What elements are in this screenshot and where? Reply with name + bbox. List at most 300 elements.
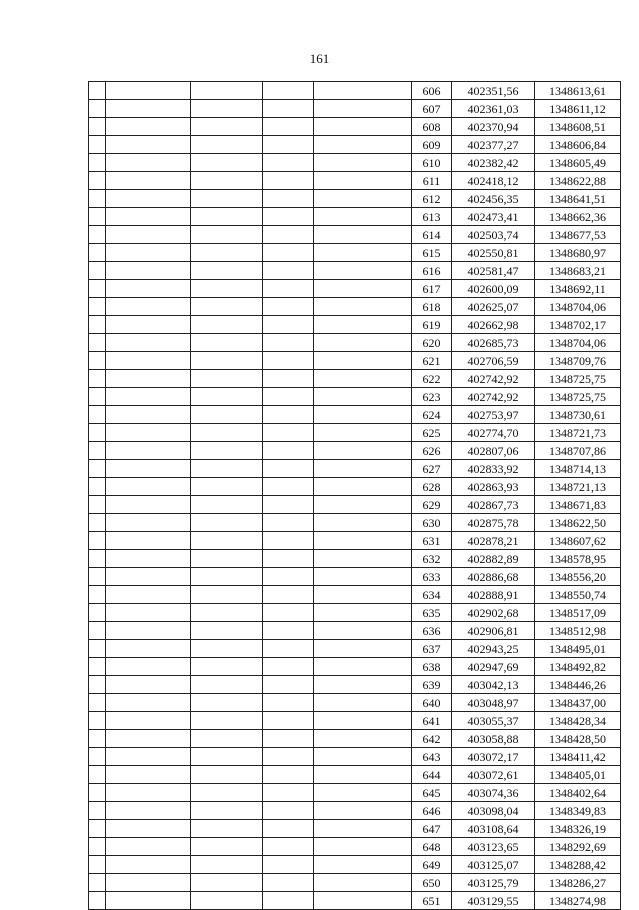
point-number-cell: 613 <box>412 208 452 226</box>
empty-cell <box>89 388 106 406</box>
table-row <box>89 460 621 478</box>
x-coordinate-cell: 402473,41 <box>452 208 535 226</box>
page-number: 161 <box>309 51 330 66</box>
empty-cell <box>89 766 106 784</box>
y-coordinate-cell: 1348725,75 <box>535 370 621 388</box>
y-coordinate-cell: 1348556,20 <box>535 568 621 586</box>
point-number-cell: 648 <box>412 838 452 856</box>
y-coordinate-cell: 1348492,82 <box>535 658 621 676</box>
empty-cell <box>314 334 412 352</box>
empty-cell <box>263 226 314 244</box>
table-row <box>89 208 621 226</box>
point-number-cell: 635 <box>412 604 452 622</box>
x-coordinate-cell: 402906,81 <box>452 622 535 640</box>
empty-cell <box>263 766 314 784</box>
table-row <box>89 874 621 892</box>
table-row <box>89 820 621 838</box>
empty-cell <box>89 640 106 658</box>
empty-cell <box>191 640 263 658</box>
empty-cell <box>314 550 412 568</box>
y-coordinate-cell: 1348671,83 <box>535 496 621 514</box>
empty-cell <box>106 388 191 406</box>
empty-cell <box>191 874 263 892</box>
x-coordinate-cell: 403074,36 <box>452 784 535 802</box>
empty-cell <box>314 190 412 208</box>
point-number-cell: 640 <box>412 694 452 712</box>
table-row <box>89 748 621 766</box>
empty-cell <box>191 658 263 676</box>
empty-cell <box>263 334 314 352</box>
y-coordinate-cell: 1348607,62 <box>535 532 621 550</box>
empty-cell <box>314 208 412 226</box>
empty-cell <box>263 874 314 892</box>
empty-cell <box>314 478 412 496</box>
empty-cell <box>314 784 412 802</box>
empty-cell <box>314 802 412 820</box>
empty-cell <box>89 154 106 172</box>
empty-cell <box>89 676 106 694</box>
point-number-cell: 628 <box>412 478 452 496</box>
empty-cell <box>314 136 412 154</box>
y-coordinate-cell: 1348578,95 <box>535 550 621 568</box>
empty-cell <box>106 604 191 622</box>
x-coordinate-cell: 402882,89 <box>452 550 535 568</box>
empty-cell <box>191 550 263 568</box>
empty-cell <box>106 550 191 568</box>
y-coordinate-cell: 1348326,19 <box>535 820 621 838</box>
empty-cell <box>106 694 191 712</box>
empty-cell <box>89 478 106 496</box>
empty-cell <box>106 244 191 262</box>
empty-cell <box>263 640 314 658</box>
x-coordinate-cell: 403108,64 <box>452 820 535 838</box>
y-coordinate-cell: 1348286,27 <box>535 874 621 892</box>
x-coordinate-cell: 402886,68 <box>452 568 535 586</box>
empty-cell <box>89 838 106 856</box>
empty-cell <box>89 568 106 586</box>
y-coordinate-cell: 1348274,98 <box>535 892 621 910</box>
empty-cell <box>263 676 314 694</box>
empty-cell <box>263 316 314 334</box>
empty-cell <box>314 100 412 118</box>
empty-cell <box>314 820 412 838</box>
empty-cell <box>89 352 106 370</box>
empty-cell <box>191 766 263 784</box>
empty-cell <box>106 442 191 460</box>
empty-cell <box>89 694 106 712</box>
table-row <box>89 604 621 622</box>
empty-cell <box>191 820 263 838</box>
x-coordinate-cell: 403042,13 <box>452 676 535 694</box>
empty-cell <box>263 280 314 298</box>
point-number-cell: 617 <box>412 280 452 298</box>
empty-cell <box>191 82 263 100</box>
empty-cell <box>263 658 314 676</box>
empty-cell <box>263 892 314 910</box>
empty-cell <box>106 532 191 550</box>
empty-cell <box>314 154 412 172</box>
empty-cell <box>89 208 106 226</box>
x-coordinate-cell: 402875,78 <box>452 514 535 532</box>
table-row <box>89 730 621 748</box>
x-coordinate-cell: 402943,25 <box>452 640 535 658</box>
empty-cell <box>89 892 106 910</box>
coordinates-table-body <box>89 82 621 910</box>
coordinates-table <box>88 81 621 910</box>
empty-cell <box>263 82 314 100</box>
y-coordinate-cell: 1348402,64 <box>535 784 621 802</box>
empty-cell <box>89 802 106 820</box>
x-coordinate-cell: 403072,61 <box>452 766 535 784</box>
y-coordinate-cell: 1348550,74 <box>535 586 621 604</box>
empty-cell <box>89 442 106 460</box>
empty-cell <box>89 532 106 550</box>
point-number-cell: 644 <box>412 766 452 784</box>
empty-cell <box>106 406 191 424</box>
empty-cell <box>263 532 314 550</box>
empty-cell <box>106 622 191 640</box>
point-number-cell: 650 <box>412 874 452 892</box>
x-coordinate-cell: 403058,88 <box>452 730 535 748</box>
y-coordinate-cell: 1348692,11 <box>535 280 621 298</box>
table-row <box>89 676 621 694</box>
y-coordinate-cell: 1348349,83 <box>535 802 621 820</box>
empty-cell <box>314 892 412 910</box>
point-number-cell: 621 <box>412 352 452 370</box>
empty-cell <box>191 208 263 226</box>
empty-cell <box>191 712 263 730</box>
empty-cell <box>106 820 191 838</box>
table-row <box>89 784 621 802</box>
y-coordinate-cell: 1348437,00 <box>535 694 621 712</box>
empty-cell <box>106 280 191 298</box>
empty-cell <box>89 172 106 190</box>
empty-cell <box>263 190 314 208</box>
empty-cell <box>106 172 191 190</box>
table-row <box>89 838 621 856</box>
x-coordinate-cell: 402382,42 <box>452 154 535 172</box>
empty-cell <box>106 478 191 496</box>
x-coordinate-cell: 402625,07 <box>452 298 535 316</box>
empty-cell <box>263 730 314 748</box>
point-number-cell: 624 <box>412 406 452 424</box>
empty-cell <box>263 838 314 856</box>
empty-cell <box>263 748 314 766</box>
empty-cell <box>89 820 106 838</box>
table-row <box>89 514 621 532</box>
empty-cell <box>314 262 412 280</box>
empty-cell <box>263 118 314 136</box>
y-coordinate-cell: 1348495,01 <box>535 640 621 658</box>
empty-cell <box>106 370 191 388</box>
empty-cell <box>106 136 191 154</box>
empty-cell <box>106 676 191 694</box>
x-coordinate-cell: 402807,06 <box>452 442 535 460</box>
point-number-cell: 629 <box>412 496 452 514</box>
empty-cell <box>263 514 314 532</box>
table-row <box>89 694 621 712</box>
empty-cell <box>263 136 314 154</box>
point-number-cell: 619 <box>412 316 452 334</box>
empty-cell <box>263 712 314 730</box>
empty-cell <box>191 622 263 640</box>
table-row <box>89 856 621 874</box>
empty-cell <box>106 712 191 730</box>
empty-cell <box>89 334 106 352</box>
empty-cell <box>191 406 263 424</box>
empty-cell <box>314 244 412 262</box>
y-coordinate-cell: 1348721,13 <box>535 478 621 496</box>
empty-cell <box>106 100 191 118</box>
empty-cell <box>263 370 314 388</box>
empty-cell <box>106 208 191 226</box>
table-row <box>89 352 621 370</box>
empty-cell <box>191 154 263 172</box>
empty-cell <box>314 82 412 100</box>
empty-cell <box>89 226 106 244</box>
table-row <box>89 118 621 136</box>
point-number-cell: 638 <box>412 658 452 676</box>
empty-cell <box>191 370 263 388</box>
table-row <box>89 802 621 820</box>
empty-cell <box>314 298 412 316</box>
empty-cell <box>89 136 106 154</box>
empty-cell <box>106 460 191 478</box>
point-number-cell: 639 <box>412 676 452 694</box>
y-coordinate-cell: 1348411,42 <box>535 748 621 766</box>
empty-cell <box>314 406 412 424</box>
empty-cell <box>263 352 314 370</box>
table-row <box>89 172 621 190</box>
point-number-cell: 609 <box>412 136 452 154</box>
empty-cell <box>263 424 314 442</box>
empty-cell <box>263 550 314 568</box>
empty-cell <box>314 640 412 658</box>
table-row <box>89 388 621 406</box>
point-number-cell: 608 <box>412 118 452 136</box>
y-coordinate-cell: 1348292,69 <box>535 838 621 856</box>
x-coordinate-cell: 402503,74 <box>452 226 535 244</box>
empty-cell <box>314 532 412 550</box>
table-row <box>89 532 621 550</box>
y-coordinate-cell: 1348677,53 <box>535 226 621 244</box>
x-coordinate-cell: 403055,37 <box>452 712 535 730</box>
empty-cell <box>314 172 412 190</box>
table-row <box>89 892 621 910</box>
x-coordinate-cell: 402550,81 <box>452 244 535 262</box>
y-coordinate-cell: 1348704,06 <box>535 298 621 316</box>
empty-cell <box>89 100 106 118</box>
empty-cell <box>314 388 412 406</box>
empty-cell <box>106 568 191 586</box>
empty-cell <box>89 262 106 280</box>
y-coordinate-cell: 1348704,06 <box>535 334 621 352</box>
table-row <box>89 622 621 640</box>
point-number-cell: 649 <box>412 856 452 874</box>
point-number-cell: 630 <box>412 514 452 532</box>
empty-cell <box>263 442 314 460</box>
empty-cell <box>106 784 191 802</box>
empty-cell <box>191 136 263 154</box>
empty-cell <box>191 892 263 910</box>
empty-cell <box>191 118 263 136</box>
empty-cell <box>106 802 191 820</box>
x-coordinate-cell: 402418,12 <box>452 172 535 190</box>
table-row <box>89 658 621 676</box>
y-coordinate-cell: 1348288,42 <box>535 856 621 874</box>
empty-cell <box>106 190 191 208</box>
y-coordinate-cell: 1348641,51 <box>535 190 621 208</box>
empty-cell <box>106 298 191 316</box>
empty-cell <box>106 82 191 100</box>
empty-cell <box>191 226 263 244</box>
y-coordinate-cell: 1348428,34 <box>535 712 621 730</box>
point-number-cell: 646 <box>412 802 452 820</box>
table-row <box>89 280 621 298</box>
empty-cell <box>191 496 263 514</box>
table-row <box>89 136 621 154</box>
x-coordinate-cell: 403129,55 <box>452 892 535 910</box>
empty-cell <box>191 280 263 298</box>
y-coordinate-cell: 1348702,17 <box>535 316 621 334</box>
empty-cell <box>89 874 106 892</box>
x-coordinate-cell: 402662,98 <box>452 316 535 334</box>
x-coordinate-cell: 403125,79 <box>452 874 535 892</box>
table-row <box>89 496 621 514</box>
table-row <box>89 766 621 784</box>
empty-cell <box>263 208 314 226</box>
x-coordinate-cell: 403098,04 <box>452 802 535 820</box>
x-coordinate-cell: 403125,07 <box>452 856 535 874</box>
point-number-cell: 637 <box>412 640 452 658</box>
empty-cell <box>89 604 106 622</box>
empty-cell <box>106 118 191 136</box>
point-number-cell: 636 <box>412 622 452 640</box>
empty-cell <box>191 262 263 280</box>
empty-cell <box>106 586 191 604</box>
table-row <box>89 568 621 586</box>
empty-cell <box>89 712 106 730</box>
empty-cell <box>89 280 106 298</box>
empty-cell <box>89 622 106 640</box>
empty-cell <box>106 154 191 172</box>
x-coordinate-cell: 402600,09 <box>452 280 535 298</box>
point-number-cell: 610 <box>412 154 452 172</box>
x-coordinate-cell: 402878,21 <box>452 532 535 550</box>
empty-cell <box>263 694 314 712</box>
table-row <box>89 586 621 604</box>
empty-cell <box>314 568 412 586</box>
empty-cell <box>191 784 263 802</box>
point-number-cell: 625 <box>412 424 452 442</box>
table-row <box>89 316 621 334</box>
table-row <box>89 712 621 730</box>
y-coordinate-cell: 1348714,13 <box>535 460 621 478</box>
empty-cell <box>106 226 191 244</box>
empty-cell <box>106 316 191 334</box>
empty-cell <box>263 820 314 838</box>
x-coordinate-cell: 402370,94 <box>452 118 535 136</box>
empty-cell <box>263 388 314 406</box>
point-number-cell: 626 <box>412 442 452 460</box>
x-coordinate-cell: 402456,35 <box>452 190 535 208</box>
empty-cell <box>191 316 263 334</box>
point-number-cell: 612 <box>412 190 452 208</box>
empty-cell <box>89 550 106 568</box>
empty-cell <box>314 496 412 514</box>
y-coordinate-cell: 1348725,75 <box>535 388 621 406</box>
point-number-cell: 615 <box>412 244 452 262</box>
empty-cell <box>89 856 106 874</box>
point-number-cell: 641 <box>412 712 452 730</box>
table-row <box>89 262 621 280</box>
y-coordinate-cell: 1348662,36 <box>535 208 621 226</box>
point-number-cell: 645 <box>412 784 452 802</box>
empty-cell <box>314 730 412 748</box>
empty-cell <box>89 514 106 532</box>
empty-cell <box>263 856 314 874</box>
empty-cell <box>106 856 191 874</box>
empty-cell <box>263 622 314 640</box>
empty-cell <box>191 532 263 550</box>
table-row <box>89 244 621 262</box>
empty-cell <box>314 856 412 874</box>
empty-cell <box>191 352 263 370</box>
point-number-cell: 643 <box>412 748 452 766</box>
point-number-cell: 631 <box>412 532 452 550</box>
point-number-cell: 620 <box>412 334 452 352</box>
x-coordinate-cell: 402774,70 <box>452 424 535 442</box>
empty-cell <box>263 802 314 820</box>
empty-cell <box>191 838 263 856</box>
y-coordinate-cell: 1348446,26 <box>535 676 621 694</box>
empty-cell <box>314 424 412 442</box>
empty-cell <box>314 622 412 640</box>
empty-cell <box>191 460 263 478</box>
empty-cell <box>191 730 263 748</box>
table-row <box>89 100 621 118</box>
empty-cell <box>191 100 263 118</box>
empty-cell <box>106 514 191 532</box>
empty-cell <box>314 838 412 856</box>
empty-cell <box>263 154 314 172</box>
empty-cell <box>106 838 191 856</box>
empty-cell <box>191 388 263 406</box>
empty-cell <box>263 100 314 118</box>
empty-cell <box>106 892 191 910</box>
empty-cell <box>314 694 412 712</box>
empty-cell <box>89 316 106 334</box>
y-coordinate-cell: 1348613,61 <box>535 82 621 100</box>
y-coordinate-cell: 1348608,51 <box>535 118 621 136</box>
empty-cell <box>191 478 263 496</box>
empty-cell <box>314 352 412 370</box>
table-row <box>89 424 621 442</box>
point-number-cell: 627 <box>412 460 452 478</box>
point-number-cell: 611 <box>412 172 452 190</box>
point-number-cell: 622 <box>412 370 452 388</box>
empty-cell <box>191 514 263 532</box>
empty-cell <box>314 676 412 694</box>
empty-cell <box>106 874 191 892</box>
empty-cell <box>191 802 263 820</box>
x-coordinate-cell: 402833,92 <box>452 460 535 478</box>
empty-cell <box>106 496 191 514</box>
x-coordinate-cell: 403123,65 <box>452 838 535 856</box>
table-row <box>89 640 621 658</box>
table-row <box>89 190 621 208</box>
empty-cell <box>263 298 314 316</box>
